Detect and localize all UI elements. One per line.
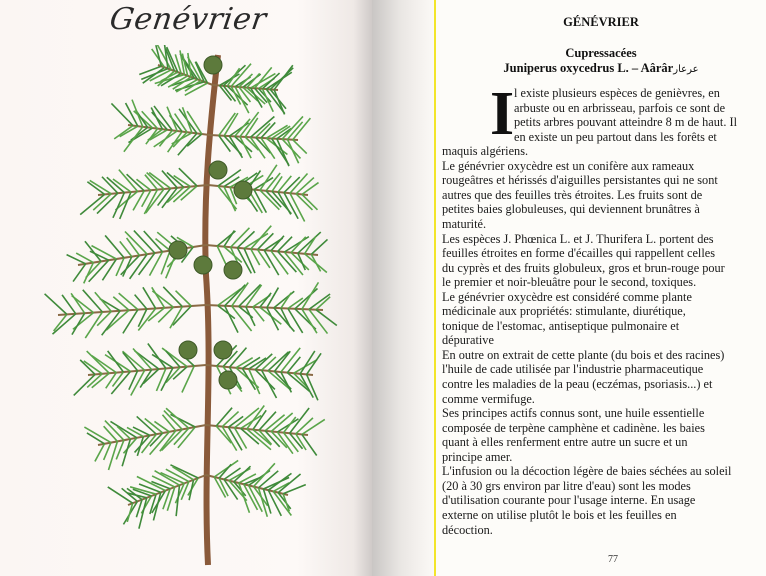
needle [311, 239, 327, 254]
needle [140, 370, 152, 388]
needle [95, 444, 105, 462]
body-line: tonique de l'estomac, antiseptique pulmonaire et [442, 318, 680, 333]
needle [222, 412, 238, 427]
needle [298, 253, 305, 270]
berry [224, 261, 242, 279]
needle [296, 418, 313, 434]
body-line: rougeâtres et hérissés d'aiguilles persistantes qui ne sont [442, 173, 718, 188]
drop-cap: I [490, 80, 515, 148]
needle [271, 236, 284, 251]
berry [219, 371, 237, 389]
needle [134, 231, 155, 253]
berry [204, 56, 222, 74]
berry [194, 256, 212, 274]
needle [302, 419, 325, 434]
body-line: l existe plusieurs espèces de genièvres, en [514, 86, 720, 100]
needle [179, 168, 197, 186]
body-line: composée de terpène camphène et cadinène. les baies [442, 420, 705, 435]
needle [282, 116, 303, 139]
latin-name-text: Juniperus oxycedrus L. – Aârâr [503, 61, 674, 75]
body-line: petits arbres pouvant atteindre 8 m de haut. Il [514, 115, 737, 130]
berry [214, 341, 232, 359]
needle [85, 312, 102, 338]
needle [167, 487, 174, 511]
needle [274, 351, 290, 371]
needle [92, 246, 117, 259]
needle [293, 118, 311, 140]
needle [83, 290, 103, 312]
berry [234, 181, 252, 199]
berry [179, 341, 197, 359]
needle [259, 412, 276, 431]
body-line: principe amer. [442, 449, 513, 464]
plant-title-script: Genévrier [107, 2, 269, 37]
needle [163, 287, 182, 307]
needle [225, 306, 238, 333]
needle [139, 498, 147, 529]
needle [126, 103, 138, 126]
right-page [434, 0, 766, 576]
needle [119, 170, 138, 192]
needle [161, 368, 173, 391]
left-page [0, 0, 372, 576]
plant-family: Cupressacées [565, 46, 637, 60]
needle [95, 292, 111, 311]
needle [260, 293, 271, 307]
needle [80, 194, 104, 214]
berry [169, 241, 187, 259]
needle [167, 107, 177, 131]
body-line: Le génévrier oxycèdre est considéré comme plante [442, 289, 692, 304]
arabic-name: عرعار [673, 64, 699, 75]
page-heading: GÉNÉVRIER [563, 15, 639, 29]
needle [273, 491, 291, 515]
needle [246, 307, 255, 326]
juniper-illustration [38, 45, 338, 570]
needle [217, 246, 226, 265]
needle [144, 190, 157, 214]
body-line: externe on utilise plutôt le bois et les feuilles en [442, 507, 677, 522]
needle [284, 237, 308, 252]
needle [138, 308, 155, 330]
needle [214, 460, 238, 477]
needle [288, 309, 303, 333]
needle [127, 503, 132, 522]
body-line: petites baies globuleuses, qui deviennent brunâtres à [442, 202, 700, 217]
body-line: contre les maladies de la peau (eczémas, psoriasis...) et [442, 377, 713, 391]
needle [237, 231, 254, 247]
needle [133, 427, 150, 435]
body-line: Ses principes actifs connus sont, une huile essentielle [442, 406, 705, 421]
body-line: le premier et noir-bleuâtre pour le second, toxiques. [442, 275, 697, 290]
body-line: médicinale aux propriétés: stimulante, diurétique, [442, 304, 686, 319]
needle [102, 259, 116, 280]
branch [98, 425, 206, 445]
body-line: dépurative [442, 333, 494, 348]
body-line: En outre on extrait de cette plante (du bois et des racines) [442, 347, 725, 362]
needle [309, 309, 328, 333]
page-number: 77 [608, 554, 618, 565]
body-line: d'utilisation courante pour l'usage interne. En usage [442, 493, 696, 508]
needle [302, 183, 319, 195]
body-line: (20 à 30 grs environ par litre d'eau) sont les modes [442, 478, 691, 493]
needle [183, 107, 192, 133]
needle [150, 252, 163, 276]
latin-name [436, 61, 766, 76]
needle [311, 254, 320, 271]
needle [274, 65, 293, 89]
stem [205, 55, 218, 565]
needle [224, 247, 242, 263]
body-line: L'infusion ou la décoction légère de baies séchées au soleil [442, 464, 732, 479]
needle [302, 309, 317, 333]
needle [112, 372, 123, 386]
needle [262, 370, 277, 398]
needle [73, 264, 86, 282]
body-line: Les espèces J. Phœnica L. et J. Thurifera L. portent des [442, 231, 714, 246]
needle [135, 295, 147, 309]
needle [170, 465, 198, 478]
book-gutter [372, 0, 434, 576]
body-line: arbuste ou en arbrisseau, parfois ce sont de [514, 100, 726, 115]
needle [102, 311, 120, 335]
needle [277, 139, 289, 166]
needle [154, 421, 169, 431]
needle [148, 344, 166, 369]
body-line: comme vermifuge. [442, 391, 535, 406]
berry [209, 161, 227, 179]
needle [278, 474, 300, 493]
needle [123, 351, 145, 370]
needle [158, 188, 171, 205]
needle [173, 306, 191, 325]
needle [74, 374, 95, 395]
needle [176, 291, 192, 306]
body-line: autres que des feuilles très étroites. Les fruits sont de [442, 187, 703, 202]
body-line: quant à elles renferment entre autre un sucre et un [442, 435, 688, 450]
needle [97, 311, 111, 325]
needle [158, 307, 173, 322]
body-line: en existe un peu partout dans les forêts et [514, 129, 717, 144]
body-line: feuilles étroites en forme d'écailles qui rappellent celles [442, 246, 715, 261]
body-line: l'huile de cade utilisée par l'industrie pharmaceutique [442, 362, 704, 377]
needle [239, 483, 250, 513]
needle [260, 165, 277, 190]
needle [302, 434, 317, 455]
needle [104, 443, 111, 460]
needle [133, 348, 152, 369]
body-line: maturité. [442, 216, 487, 231]
needle [132, 100, 143, 127]
needle [216, 408, 232, 426]
body-line: maquis algériens. [442, 144, 529, 159]
needle [111, 103, 132, 125]
needle [219, 136, 231, 152]
needle [291, 237, 306, 253]
needle [244, 233, 268, 248]
needle [178, 133, 197, 155]
needle [139, 484, 161, 492]
body-line: du cyprès et des fruits globuleux, gros et brun-rouge pour [442, 260, 725, 275]
body-line: Le génévrier oxycèdre est un conifère aux rameaux [442, 158, 695, 173]
needle [114, 126, 133, 139]
needle [234, 466, 251, 482]
needle [156, 368, 165, 391]
needle [189, 480, 193, 500]
body-line: décoction. [442, 522, 493, 537]
